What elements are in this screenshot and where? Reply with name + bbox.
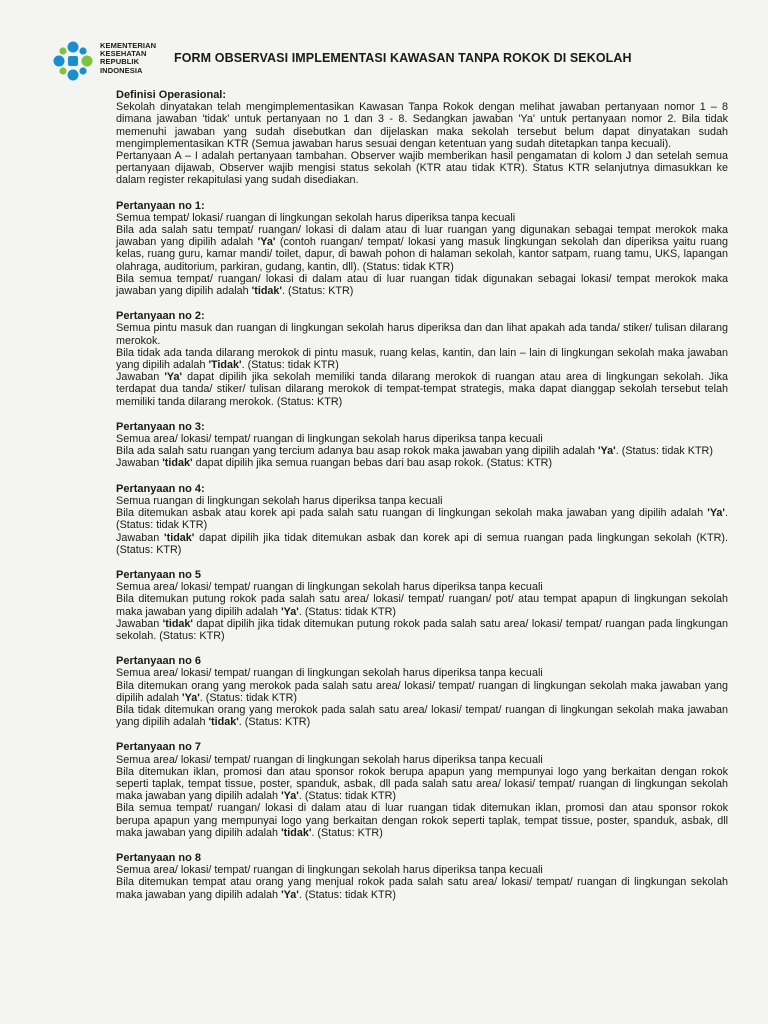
answer-keyword: 'tidak' [251,285,283,298]
question-paragraph [116,754,728,766]
text-run: . (Status: KTR) [311,826,383,839]
question-section [116,310,728,408]
text-run: Bila tidak ditemukan orang yang merokok pada salah satu area/ lokasi/ tempat/ ruangan di lingkungan sekolah maka jawaban yang dipilih adalah [116,703,728,729]
text-run: Bila tidak ada tanda dilarang merokok di pintu masuk, ruang kelas, kantin, dan lain – lain di lingkungan sekolah maka jawaban yang dipilih adalah [116,346,728,372]
text-run: Jawaban [116,531,165,544]
question-section [116,852,728,901]
answer-keyword: 'tidak' [162,617,193,630]
text-run: dapat dipilih jika semua ruangan bebas dari bau asap rokok. (Status: KTR) [192,457,553,470]
answer-keyword: 'Ya' [182,691,200,704]
text-run: . (Status: tidak KTR) [615,445,713,458]
question-paragraph [116,532,728,556]
question-heading: Pertanyaan no 1: [116,199,205,212]
question-heading: Pertanyaan no 4: [116,482,205,495]
question-paragraph [116,864,728,876]
question-paragraph [116,704,728,728]
question-heading: Pertanyaan no 5 [116,568,201,581]
text-run: Jawaban [116,617,163,630]
ministry-line: KEMENTERIAN [100,41,157,50]
text-run: Semua area/ lokasi/ tempat/ ruangan di lingkungan sekolah harus diperiksa tanpa kecuali [116,433,543,446]
text-run: dapat dipilih jika tidak ditemukan putung rokok pada salah satu area/ lokasi/ tempat/ ruangan pada lingkungan sekolah. (Status: KTR) [116,617,728,642]
ministry-line: INDONESIA [100,65,143,75]
question-paragraph [116,507,728,531]
definition-heading: Definisi Operasional: [116,89,227,101]
ministry-line: REPUBLIK [100,57,140,67]
question-heading: Pertanyaan no 3: [116,420,205,433]
text-run: Bila semua tempat/ ruangan/ lokasi di dalam atau di luar ruangan tidak digunakan sebagai lokasi/ tempat merokok maka jawaban yang dipilih adalah [116,272,728,298]
question-section [116,483,728,556]
question-section [116,421,728,470]
answer-keyword: 'tidak' [162,457,193,470]
kemenkes-logo-icon [52,40,94,82]
question-paragraph [116,322,728,346]
text-run: . (Status: tidak KTR) [298,888,397,901]
question-paragraph [116,457,728,469]
question-paragraph [116,766,728,803]
text-run: . (Status: tidak KTR) [298,605,397,618]
question-paragraph [116,212,728,224]
answer-keyword: 'tidak' [281,826,312,839]
answer-keyword: 'tidak' [208,716,239,729]
question-section [116,569,728,642]
question-paragraph [116,445,728,457]
answer-keyword: 'Ya' [281,888,299,901]
question-heading: Pertanyaan no 8 [116,851,201,864]
text-run: . (Status: tidak KTR) [116,507,728,532]
text-run: Bila ditemukan asbak atau korek api pada salah satu ruangan di lingkungan sekolah maka jawaban yang dipilih adalah [116,507,708,520]
ministry-name [100,42,156,75]
answer-keyword: 'Ya' [164,371,183,384]
text-run: Pertanyaan A – I adalah pertanyaan tambahan. Observer wajib memberikan hasil pengamatan di kolom J dan setelah semua pertanyaan dijawab, Observer wajib mengisi status sekolah (KTR atau tidak KTR). Status KTR selanjutnya dimasukkan ke dalam register rekapitulasi yang sudah disediakan. [116,150,728,187]
text-run: . (Status: tidak KTR) [241,359,339,372]
text-run: Bila semua tempat/ ruangan/ lokasi di dalam atau di luar ruangan tidak ditemukan iklan, promosi dan atau sponsor rokok berupa apapun yang mempunyai logo yang berkaitan dengan rokok seperti taplak, tempat tissue, poster, spanduk, asbak, dll maka jawaban yang dipilih adalah [116,802,728,839]
text-run: Bila ada salah satu ruangan yang tercium adanya bau asap rokok maka jawaban yang dipilih adalah [116,445,598,458]
question-paragraph [116,667,728,679]
question-paragraph [116,224,728,273]
text-run: . (Status: KTR) [282,285,354,298]
questions-list [116,200,728,901]
question-paragraph [116,495,728,507]
text-run: Bila ditemukan iklan, promosi dan atau sponsor rokok berupa apapun yang mempunyai logo yang berkaitan dengan rokok seperti taplak, tempat tissue, poster, spanduk, asbak, dll pada salah satu area/ lokasi/ tempat/ ruangan di lingkungan sekolah maka jawaban yang dipilih adalah [116,765,728,803]
text-run: Sekolah dinyatakan telah mengimplementasikan Kawasan Tanpa Rokok dengan melihat jawaban pertanyaan nomor 1 – 8 dimana jawaban 'tidak' untuk pertanyaan no 1 dan 3 - 8. Sedangkan jawaban 'Ya' untuk pertanyaan nomor 2. Bila tidak memenuhi jawaban yang sudah disebutkan dan dijelaskan maka sekolah tersebut belum dapat dinyatakan sudah mengimplementasikan KTR (Semua jawaban harus sesuai dengan ketentuan yang sudah ditetapkan tanpa kecuali). [116,101,728,150]
question-heading: Pertanyaan no 7 [116,741,201,754]
text-run: Jawaban [116,371,165,384]
question-paragraph [116,581,728,593]
text-run: Semua pintu masuk dan ruangan di lingkungan sekolah harus diperiksa dan dan lihat apakah ada tanda/ stiker/ tulisan dilarang merokok. [116,322,728,347]
answer-keyword: 'Ya' [281,605,299,618]
ministry-line: KESEHATAN [100,49,147,59]
question-paragraph [116,876,728,900]
question-heading: Pertanyaan no 2: [116,310,205,323]
document-header [52,38,742,84]
text-run: Semua ruangan di lingkungan sekolah harus diperiksa tanpa kecuali [116,494,443,507]
question-paragraph [116,273,728,297]
text-run: Semua area/ lokasi/ tempat/ ruangan di lingkungan sekolah harus diperiksa tanpa kecuali [116,864,543,877]
question-paragraph [116,618,728,642]
answer-keyword: 'Ya' [257,236,276,249]
question-section [116,200,728,298]
definition-paragraph [116,101,728,150]
question-section [116,655,728,728]
text-run: Jawaban [116,457,163,470]
text-run: Bila ada salah satu tempat/ ruangan/ lokasi di dalam atau di luar ruangan yang digunakan sebagai tempat merokok maka jawaban yang dipilih adalah [116,224,728,249]
text-run: dapat dipilih jika sekolah memiliki tanda dilarang merokok di ruangan atau area di lingkungan sekolah. Jika terdapat dua tanda/ stiker/ tulisan dilarang merokok di tempat-tempat strategis, maka dapat dianggap sekolah tersebut telah memiliki tanda dilarang merokok. (Status: KTR) [116,371,728,408]
text-run: Semua area/ lokasi/ tempat/ ruangan di lingkungan sekolah harus diperiksa tanpa kecuali [116,753,543,766]
answer-keyword: 'Tidak' [208,359,242,372]
answer-keyword: 'tidak' [164,531,195,544]
document-body [116,89,728,914]
question-paragraph [116,371,728,408]
text-run: . (Status: tidak KTR) [298,790,397,803]
question-heading: Pertanyaan no 6 [116,655,201,668]
text-run: . (Status: KTR) [238,716,311,729]
definition-section [116,89,728,187]
text-run: Bila ditemukan tempat atau orang yang menjual rokok pada salah satu area/ lokasi/ tempat/ ruangan di lingkungan sekolah maka jawaban yang dipilih adalah [116,876,728,901]
form-title: FORM OBSERVASI IMPLEMENTASI KAWASAN TANPA ROKOK DI SEKOLAH [174,51,632,65]
question-paragraph [116,593,728,617]
text-run: Bila ditemukan putung rokok pada salah satu area/ lokasi/ tempat/ ruangan/ pot/ atau tempat apapun di lingkungan sekolah maka jawaban yang dipilih adalah [116,593,728,618]
question-paragraph [116,680,728,704]
question-section [116,741,728,839]
text-run: Semua tempat/ lokasi/ ruangan di lingkungan sekolah harus diperiksa tanpa kecuali [116,211,516,224]
text-run: dapat dipilih jika tidak ditemukan asbak dan korek api di semua ruangan pada lingkungan sekolah (KTR). (Status: KTR) [116,531,728,556]
text-run: Bila ditemukan orang yang merokok pada salah satu area/ lokasi/ tempat/ ruangan di lingkungan sekolah maka jawaban yang dipilih adalah [116,679,728,704]
text-run: Semua area/ lokasi/ tempat/ ruangan di lingkungan sekolah harus diperiksa tanpa kecuali [116,581,543,594]
answer-keyword: 'Ya' [281,790,299,803]
text-run: . (Status: tidak KTR) [199,691,297,704]
text-run: Semua area/ lokasi/ tempat/ ruangan di lingkungan sekolah harus diperiksa tanpa kecuali [116,667,543,680]
text-run: (contoh ruangan/ tempat/ lokasi yang masuk lingkungan sekolah dan diperiksa yaitu ruang kelas, ruang guru, kamar mandi/ toilet, dapur, di bawah pohon di halaman sekolah, kantor satpam, ruang tamu, UKS, lapangan olahraga, auditorium, parkiran, gudang, kantin, dll). (Status: tidak KTR) [116,236,728,273]
definition-paragraph [116,150,728,187]
question-paragraph [116,433,728,445]
answer-keyword: 'Ya' [707,507,725,520]
question-paragraph [116,802,728,839]
question-paragraph [116,347,728,371]
answer-keyword: 'Ya' [597,445,616,458]
